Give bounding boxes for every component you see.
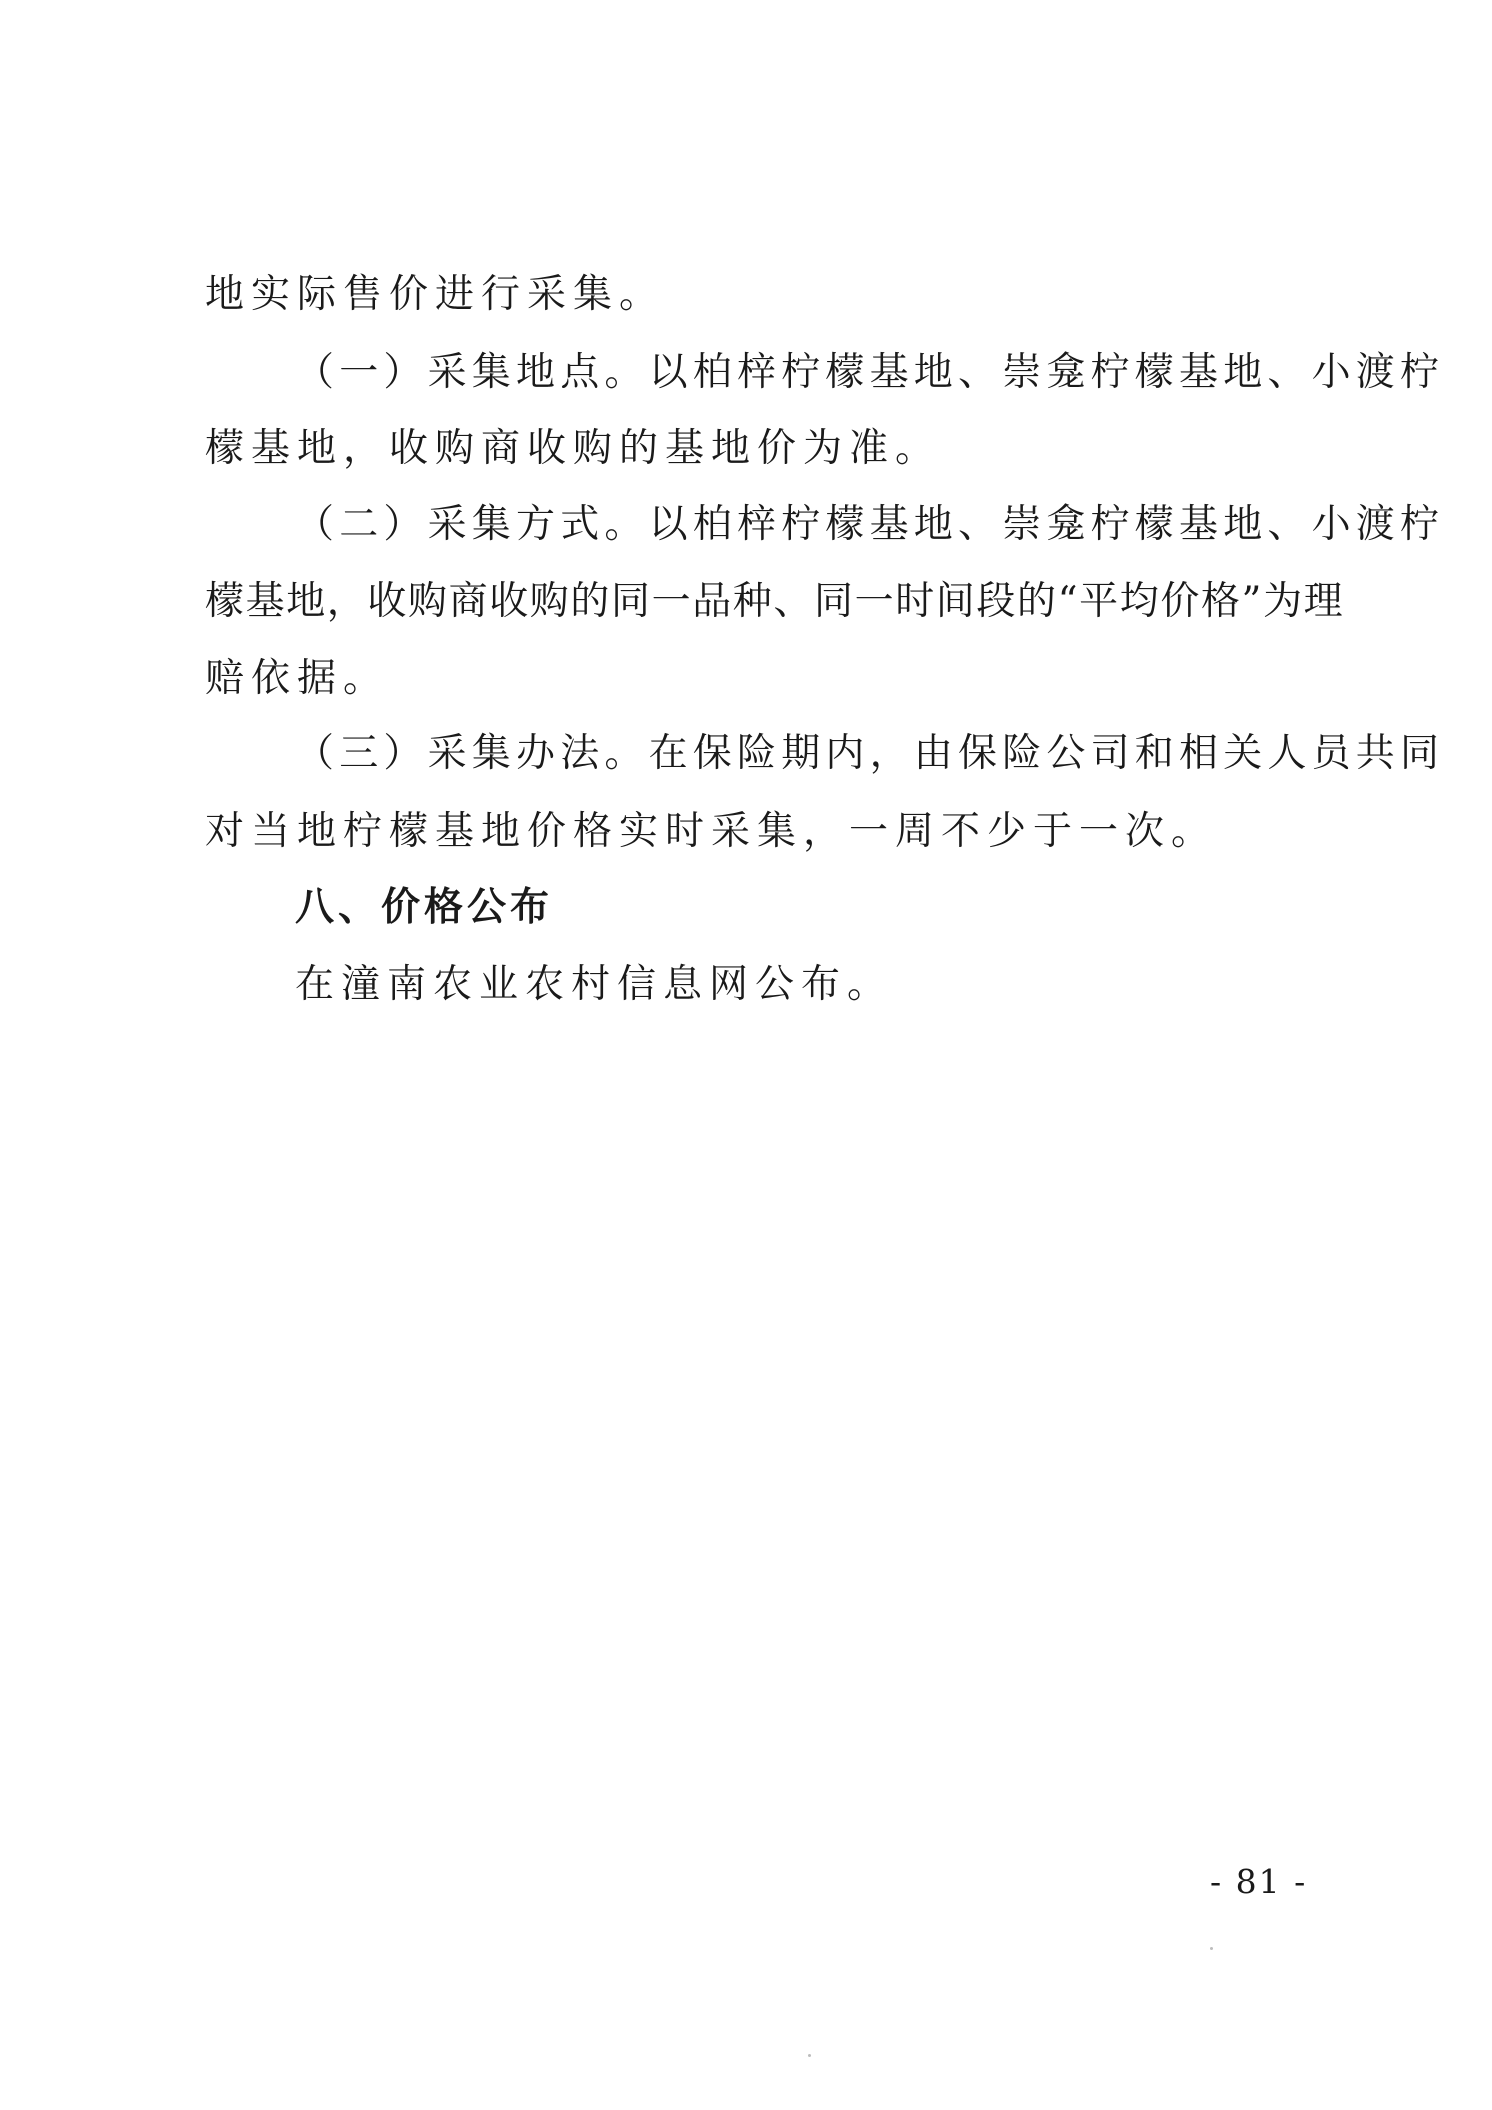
- paragraph-continuation-line: 地实际售价进行采集。: [205, 272, 666, 317]
- item-1-line-1: （一）采集地点。以柏梓柠檬基地、崇龛柠檬基地、小渡柠: [295, 350, 1445, 395]
- scan-speck: [1210, 1947, 1213, 1950]
- item-1-line-2: 檬基地，收购商收购的基地价为准。: [205, 426, 942, 471]
- item-3-line-2: 对当地柠檬基地价格实时采集，一周不少于一次。: [205, 809, 1218, 854]
- item-2-line-3: 赔依据。: [205, 656, 390, 701]
- item-2-line-2: 檬基地，收购商收购的同一品种、同一时间段的“平均价格”为理: [205, 579, 1345, 624]
- item-3-line-1: （三）采集办法。在保险期内，由保险公司和相关人员共同: [295, 731, 1445, 776]
- section-heading: 八、价格公布: [295, 885, 554, 930]
- scan-speck: [808, 2054, 811, 2057]
- section-body: 在潼南农业农村信息网公布。: [295, 962, 894, 1007]
- page-number: - 81 -: [1210, 1862, 1308, 1901]
- item-2-line-1: （二）采集方式。以柏梓柠檬基地、崇龛柠檬基地、小渡柠: [295, 502, 1445, 547]
